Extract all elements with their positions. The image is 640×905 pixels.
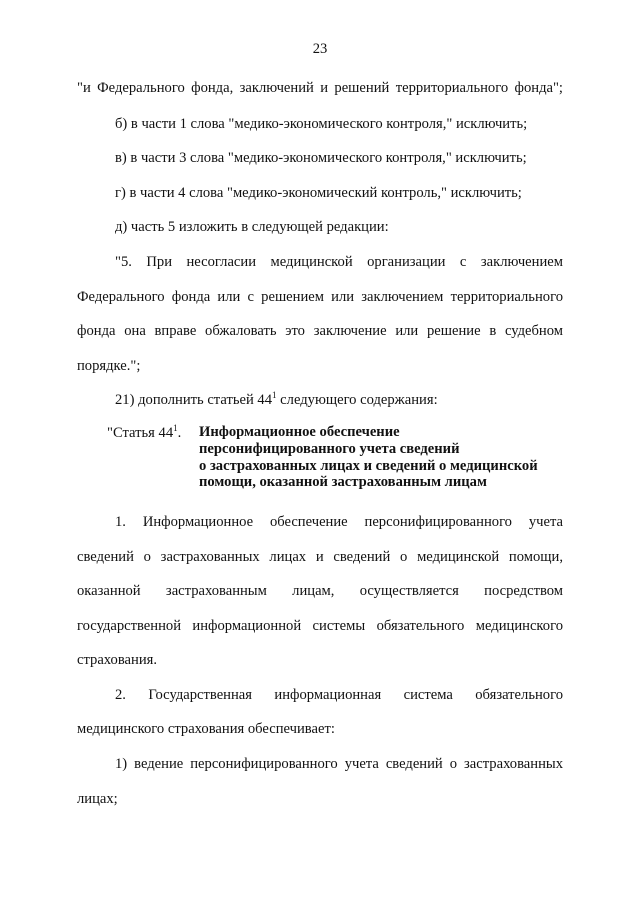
article-label xyxy=(107,424,181,442)
text-fragment: 21) дополнить статьей 44 xyxy=(115,392,273,408)
text-fragment: "Статья 44 xyxy=(107,425,174,441)
text-line: 2. Государственная информационная система обязательного xyxy=(115,687,563,703)
text-line: б) в части 1 слова "медико-экономического контроля," исключить; xyxy=(115,116,528,132)
text-line: фонда она вправе обжаловать это заключение или решение в судебном xyxy=(77,323,563,339)
text-line: лицах; xyxy=(77,791,118,807)
superscript: 1 xyxy=(272,390,277,400)
text-line xyxy=(115,391,438,409)
text-line: 1) ведение персонифицированного учета сведений о застрахованных xyxy=(115,756,563,772)
article-title-line: о застрахованных лицах и сведений о медицинской xyxy=(199,457,538,474)
page-number: 23 xyxy=(312,41,328,57)
text-line: порядке."; xyxy=(77,358,141,374)
article-title-line: помощи, оказанной застрахованным лицам xyxy=(199,474,487,491)
text-line: государственной информационной системы обязательного медицинского xyxy=(77,618,563,634)
text-line: страхования. xyxy=(77,652,158,668)
article-title-line: Информационное обеспечение xyxy=(199,424,400,440)
article-title-line: персонифицированного учета сведений xyxy=(199,440,460,457)
text-line: "5. При несогласии медицинской организации с заключением xyxy=(115,254,563,270)
text-fragment: следующего содержания: xyxy=(276,392,438,408)
text-line: медицинского страхования обеспечивает: xyxy=(77,721,335,737)
text-line: оказанной застрахованным лицам, осуществляется посредством xyxy=(77,583,563,599)
text-line: сведений о застрахованных лицах и сведений о медицинской помощи, xyxy=(77,549,563,565)
text-fragment: . xyxy=(177,425,182,441)
text-line: Федерального фонда или с решением или заключением территориального xyxy=(77,289,563,305)
text-line: д) часть 5 изложить в следующей редакции: xyxy=(115,219,389,235)
text-line: в) в части 3 слова "медико-экономического контроля," исключить; xyxy=(115,150,527,166)
text-line: "и Федерального фонда, заключений и решений территориального фонда"; xyxy=(77,80,563,96)
text-line: г) в части 4 слова "медико-экономический контроль," исключить; xyxy=(115,185,522,201)
superscript: 1 xyxy=(173,423,178,433)
text-line: 1. Информационное обеспечение персонифицированного учета xyxy=(115,514,563,530)
article-title xyxy=(199,424,538,491)
